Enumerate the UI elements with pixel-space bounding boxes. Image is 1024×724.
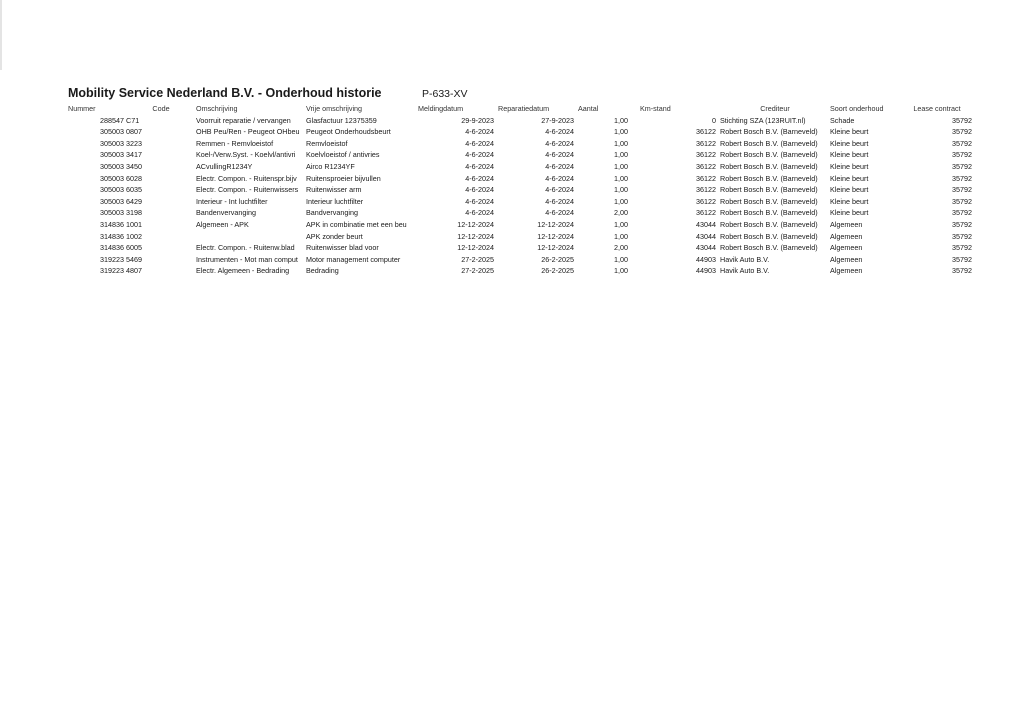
cell-km-stand: 43044 [696,243,716,253]
cell-nummer: 319223 [100,266,124,276]
cell-meldingdatum: 12-12-2024 [457,243,494,253]
cell-crediteur: Robert Bosch B.V. (Barneveld) [720,185,818,195]
cell-lease-contract: 35792 [952,138,972,148]
cell-soort-onderhoud: Kleine beurt [830,196,869,206]
table-row [68,207,972,219]
cell-meldingdatum: 4-6-2024 [465,138,494,148]
cell-omschrijving: Koel-/Verw.Syst. - Koelvl/antivri [196,150,296,160]
cell-lease-contract: 35792 [952,185,972,195]
cell-lease-contract: 35792 [952,127,972,137]
cell-reparatiedatum: 4-6-2024 [545,150,574,160]
cell-lease-contract: 35792 [952,161,972,171]
cell-km-stand: 44903 [696,266,716,276]
cell-crediteur: Robert Bosch B.V. (Barneveld) [720,243,818,253]
cell-nummer: 305003 [100,138,124,148]
cell-vrije-omschrijving: Bandvervanging [306,208,358,218]
cell-soort-onderhoud: Algemeen [830,254,863,264]
cell-soort-onderhoud: Algemeen [830,231,863,241]
cell-aantal: 2,00 [614,208,628,218]
cell-nummer: 305003 [100,196,124,206]
cell-soort-onderhoud: Schade [830,115,855,125]
cell-omschrijving [196,231,306,243]
cell-code: 6429 [126,196,142,206]
cell-nummer: 314836 [100,231,124,241]
cell-aantal: 2,00 [614,243,628,253]
cell-code: 1002 [126,231,142,241]
maintenance-table [68,103,972,277]
cell-nummer: 305003 [100,127,124,137]
cell-crediteur: Robert Bosch B.V. (Barneveld) [720,138,818,148]
cell-code: 0807 [126,127,142,137]
header-km-stand: Km-stand [640,104,671,113]
license-plate: P-633-XV [422,88,468,100]
cell-aantal: 1,00 [614,173,628,183]
cell-omschrijving: OHB Peu/Ren - Peugeot OHbeu [196,127,300,137]
cell-aantal: 1,00 [614,150,628,160]
cell-km-stand: 36122 [696,208,716,218]
cell-crediteur: Havik Auto B.V. [720,266,770,276]
cell-meldingdatum: 4-6-2024 [465,196,494,206]
cell-vrije-omschrijving: Remvloeistof [306,138,348,148]
cell-omschrijving: Remmen - Remvloeistof [196,138,274,148]
cell-km-stand: 36122 [696,196,716,206]
cell-nummer: 305003 [100,208,124,218]
header-nummer: Nummer [68,104,96,113]
cell-vrije-omschrijving: Airco R1234YF [306,161,355,171]
table-row [68,254,972,266]
table-row [68,149,972,161]
cell-omschrijving: Algemeen - APK [196,219,249,229]
cell-code: C71 [126,115,140,125]
cell-lease-contract: 35792 [952,196,972,206]
cell-meldingdatum: 12-12-2024 [457,231,494,241]
cell-reparatiedatum: 4-6-2024 [545,196,574,206]
cell-nummer: 305003 [100,161,124,171]
cell-reparatiedatum: 12-12-2024 [537,243,574,253]
cell-nummer: 305003 [100,150,124,160]
cell-nummer: 314836 [100,219,124,229]
cell-vrije-omschrijving: Ruitenwisser blad voor [306,243,379,253]
cell-lease-contract: 35792 [952,231,972,241]
cell-soort-onderhoud: Algemeen [830,266,863,276]
cell-vrije-omschrijving: Motor management computer [306,254,401,264]
cell-crediteur: Robert Bosch B.V. (Barneveld) [720,161,818,171]
cell-reparatiedatum: 4-6-2024 [545,173,574,183]
cell-reparatiedatum: 4-6-2024 [545,138,574,148]
cell-crediteur: Robert Bosch B.V. (Barneveld) [720,208,818,218]
cell-km-stand: 36122 [696,138,716,148]
header-omschrijving: Omschrijving [196,104,238,113]
cell-aantal: 1,00 [614,138,628,148]
cell-lease-contract: 35792 [952,150,972,160]
cell-code: 6005 [126,243,142,253]
cell-aantal: 1,00 [614,196,628,206]
cell-code: 6028 [126,173,142,183]
cell-soort-onderhoud: Kleine beurt [830,138,869,148]
table-row [68,138,972,150]
cell-lease-contract: 35792 [952,115,972,125]
header-crediteur: Crediteur [760,104,790,113]
cell-omschrijving: Electr. Compon. - Ruitenw.blad [196,243,295,253]
cell-crediteur: Robert Bosch B.V. (Barneveld) [720,231,818,241]
cell-lease-contract: 35792 [952,254,972,264]
cell-vrije-omschrijving: Ruitenwisser arm [306,185,362,195]
cell-reparatiedatum: 4-6-2024 [545,185,574,195]
cell-nummer: 319223 [100,254,124,264]
cell-soort-onderhoud: Kleine beurt [830,161,869,171]
table-row [68,196,972,208]
cell-soort-onderhoud: Algemeen [830,219,863,229]
cell-nummer: 305003 [100,185,124,195]
cell-reparatiedatum: 4-6-2024 [545,161,574,171]
cell-reparatiedatum: 12-12-2024 [537,219,574,229]
table-row [68,161,972,173]
cell-meldingdatum: 4-6-2024 [465,150,494,160]
cell-code: 3198 [126,208,142,218]
cell-crediteur: Robert Bosch B.V. (Barneveld) [720,127,818,137]
cell-omschrijving: Bandenvervanging [196,208,256,218]
table-header-row [68,103,972,115]
cell-km-stand: 44903 [696,254,716,264]
cell-crediteur: Robert Bosch B.V. (Barneveld) [720,173,818,183]
header-code: Code [152,104,170,113]
cell-nummer: 314836 [100,243,124,253]
report-title: Mobility Service Nederland B.V. - Onderhoud historie [68,86,382,100]
cell-omschrijving: Voorruit reparatie / vervangen [196,115,291,125]
cell-meldingdatum: 4-6-2024 [465,161,494,171]
cell-aantal: 1,00 [614,185,628,195]
cell-km-stand: 36122 [696,173,716,183]
table-row [68,265,972,277]
cell-vrije-omschrijving: Interieur luchtfilter [306,196,364,206]
cell-km-stand: 36122 [696,161,716,171]
cell-lease-contract: 35792 [952,219,972,229]
cell-aantal: 1,00 [614,161,628,171]
cell-soort-onderhoud: Kleine beurt [830,127,869,137]
cell-aantal: 1,00 [614,266,628,276]
cell-code: 1001 [126,219,142,229]
cell-km-stand: 36122 [696,150,716,160]
cell-omschrijving: Instrumenten - Mot man comput [196,254,298,264]
cell-soort-onderhoud: Kleine beurt [830,185,869,195]
table-row [68,126,972,138]
cell-omschrijving: Electr. Compon. - Ruitenwissers [196,185,299,195]
cell-vrije-omschrijving: Ruitensproeier bijvullen [306,173,381,183]
cell-vrije-omschrijving: APK zonder beurt [306,231,363,241]
cell-code: 3223 [126,138,142,148]
cell-aantal: 1,00 [614,254,628,264]
cell-meldingdatum: 27-2-2025 [461,266,494,276]
cell-crediteur: Stichting SZA (123RUIT.nl) [720,115,806,125]
cell-km-stand: 36122 [696,185,716,195]
cell-meldingdatum: 4-6-2024 [465,185,494,195]
header-aantal: Aantal [578,104,599,113]
cell-nummer: 305003 [100,173,124,183]
header-lease-contract: Lease contract [913,104,961,113]
cell-vrije-omschrijving: Peugeot Onderhoudsbeurt [306,127,391,137]
table-row [68,173,972,185]
table-body [68,115,972,277]
cell-omschrijving: Electr. Compon. - Ruitenspr.bijv [196,173,297,183]
cell-meldingdatum: 29-9-2023 [461,115,494,125]
cell-meldingdatum: 12-12-2024 [457,219,494,229]
cell-soort-onderhoud: Algemeen [830,243,863,253]
cell-crediteur: Havik Auto B.V. [720,254,770,264]
cell-omschrijving: Electr. Algemeen - Bedrading [196,266,290,276]
cell-lease-contract: 35792 [952,173,972,183]
cell-aantal: 1,00 [614,127,628,137]
cell-lease-contract: 35792 [952,243,972,253]
cell-code: 4807 [126,266,142,276]
cell-km-stand: 43044 [696,219,716,229]
cell-vrije-omschrijving: Koelvloeistof / antivries [306,150,380,160]
cell-soort-onderhoud: Kleine beurt [830,208,869,218]
cell-km-stand: 0 [712,115,716,125]
cell-reparatiedatum: 26-2-2025 [541,266,574,276]
cell-lease-contract: 35792 [952,208,972,218]
cell-km-stand: 36122 [696,127,716,137]
cell-code: 5469 [126,254,142,264]
scan-edge-mark [0,0,2,70]
cell-omschrijving: ACvullingR1234Y [196,161,253,171]
cell-code: 3417 [126,150,142,160]
cell-meldingdatum: 27-2-2025 [461,254,494,264]
table-row [68,184,972,196]
table-row [68,115,972,127]
cell-soort-onderhoud: Kleine beurt [830,150,869,160]
cell-nummer: 288547 [100,115,124,125]
cell-crediteur: Robert Bosch B.V. (Barneveld) [720,219,818,229]
cell-meldingdatum: 4-6-2024 [465,173,494,183]
cell-meldingdatum: 4-6-2024 [465,208,494,218]
cell-omschrijving: Interieur - Int luchtfilter [196,196,268,206]
cell-code: 6035 [126,185,142,195]
cell-reparatiedatum: 26-2-2025 [541,254,574,264]
header-soort-onderhoud: Soort onderhoud [830,104,884,113]
cell-reparatiedatum: 4-6-2024 [545,208,574,218]
header-vrije-omschrijving: Vrije omschrijving [306,104,363,113]
cell-crediteur: Robert Bosch B.V. (Barneveld) [720,196,818,206]
cell-vrije-omschrijving: Glasfactuur 12375359 [306,115,377,125]
cell-lease-contract: 35792 [952,266,972,276]
table-row [68,242,972,254]
cell-reparatiedatum: 4-6-2024 [545,127,574,137]
cell-vrije-omschrijving: Bedrading [306,266,339,276]
header-reparatiedatum: Reparatiedatum [498,104,550,113]
cell-km-stand: 43044 [696,231,716,241]
cell-aantal: 1,00 [614,231,628,241]
cell-soort-onderhoud: Kleine beurt [830,173,869,183]
cell-crediteur: Robert Bosch B.V. (Barneveld) [720,150,818,160]
cell-code: 3450 [126,161,142,171]
cell-meldingdatum: 4-6-2024 [465,127,494,137]
cell-aantal: 1,00 [614,219,628,229]
header-meldingdatum: Meldingdatum [418,104,464,113]
table-row [68,219,972,231]
cell-aantal: 1,00 [614,115,628,125]
table-row [68,231,972,243]
cell-reparatiedatum: 12-12-2024 [537,231,574,241]
cell-vrije-omschrijving: APK in combinatie met een beu [306,219,407,229]
cell-reparatiedatum: 27-9-2023 [541,115,574,125]
